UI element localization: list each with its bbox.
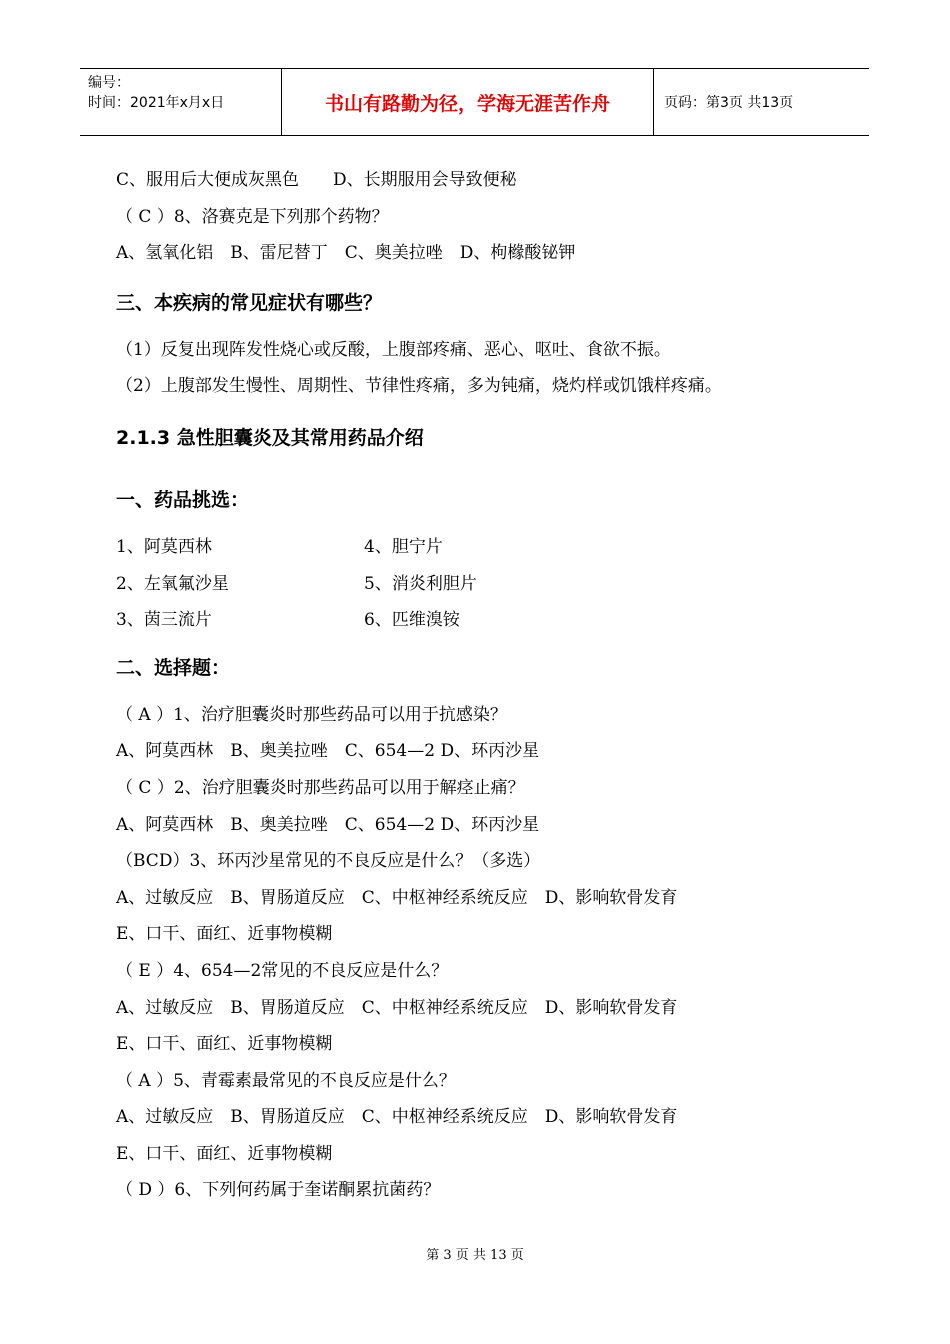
- question-line: （BCD）3、环丙沙星常见的不良反应是什么？（多选）: [116, 851, 541, 872]
- text-line: C、服用后大便成灰黑色 D、长期服用会导致便秘: [116, 170, 517, 190]
- time-label: 时间：2021年x月x日: [88, 95, 225, 111]
- page-footer: 第 3 页 共 13 页: [426, 1248, 524, 1263]
- chapter-heading: 2.1.3 急性胆囊炎及其常用药品介绍: [116, 426, 424, 449]
- question-line: （ D ）6、下列何药属于奎诺酮累抗菌药？: [116, 1180, 441, 1201]
- drug-item: 6、匹维溴铵: [364, 610, 460, 631]
- drug-row: [116, 602, 836, 639]
- drug-item: 5、消炎利胆片: [364, 573, 477, 594]
- drug-item: 3、茵三流片: [116, 610, 212, 631]
- options-line: A、氢氧化铝 B、雷尼替丁 C、奥美拉唑 D、枸橼酸铋钾: [116, 243, 576, 264]
- question-line: （ C ）2、治疗胆囊炎时那些药品可以用于解痉止痛？: [116, 777, 525, 798]
- options-line: E、口干、面红、近事物模糊: [116, 1143, 333, 1164]
- number-label: 编号：: [88, 75, 130, 91]
- header-page-info: 页码：第3页 共13页: [664, 95, 794, 111]
- drug-row: [116, 566, 836, 603]
- drug-item: 2、左氧氟沙星: [116, 573, 229, 594]
- question-line: （ E ）4、654—2常见的不良反应是什么？: [116, 960, 449, 981]
- page-header: [80, 68, 869, 136]
- drug-item: 1、阿莫西林: [116, 536, 212, 557]
- drug-row: [116, 529, 836, 566]
- options-line: A、阿莫西林 B、奥美拉唑 C、654—2 D、环丙沙星: [116, 814, 540, 835]
- section-heading: 一、药品挑选：: [116, 488, 250, 511]
- options-line: A、阿莫西林 B、奥美拉唑 C、654—2 D、环丙沙星: [116, 741, 540, 762]
- question-line: （ A ）5、青霉素最常见的不良反应是什么？: [116, 1070, 456, 1091]
- options-line: A、过敏反应 B、胃肠道反应 C、中枢神经系统反应 D、影响软骨发育: [116, 1107, 678, 1128]
- question-line: （ C ）8、洛赛克是下列那个药物？: [116, 206, 389, 227]
- header-motto: 书山有路勤为径，学海无涯苦作舟: [282, 69, 654, 135]
- options-line: E、口干、面红、近事物模糊: [116, 1034, 333, 1055]
- section-heading: 三、本疾病的常见症状有哪些？: [116, 291, 383, 314]
- section-heading: 二、选择题：: [116, 656, 231, 679]
- header-meta: [80, 69, 282, 135]
- document-body: [116, 162, 836, 1209]
- symptom-line: （1）反复出现阵发性烧心或反酸，上腹部疼痛、恶心、呕吐、食欲不振。: [116, 339, 671, 360]
- question-line: （ A ）1、治疗胆囊炎时那些药品可以用于抗感染？: [116, 704, 507, 725]
- options-line: A、过敏反应 B、胃肠道反应 C、中枢神经系统反应 D、影响软骨发育: [116, 997, 678, 1018]
- symptom-line: （2）上腹部发生慢性、周期性、节律性疼痛，多为钝痛，烧灼样或饥饿样疼痛。: [116, 376, 722, 397]
- options-line: A、过敏反应 B、胃肠道反应 C、中枢神经系统反应 D、影响软骨发育: [116, 887, 678, 908]
- drug-item: 4、胆宁片: [364, 536, 443, 557]
- options-line: E、口干、面红、近事物模糊: [116, 924, 333, 945]
